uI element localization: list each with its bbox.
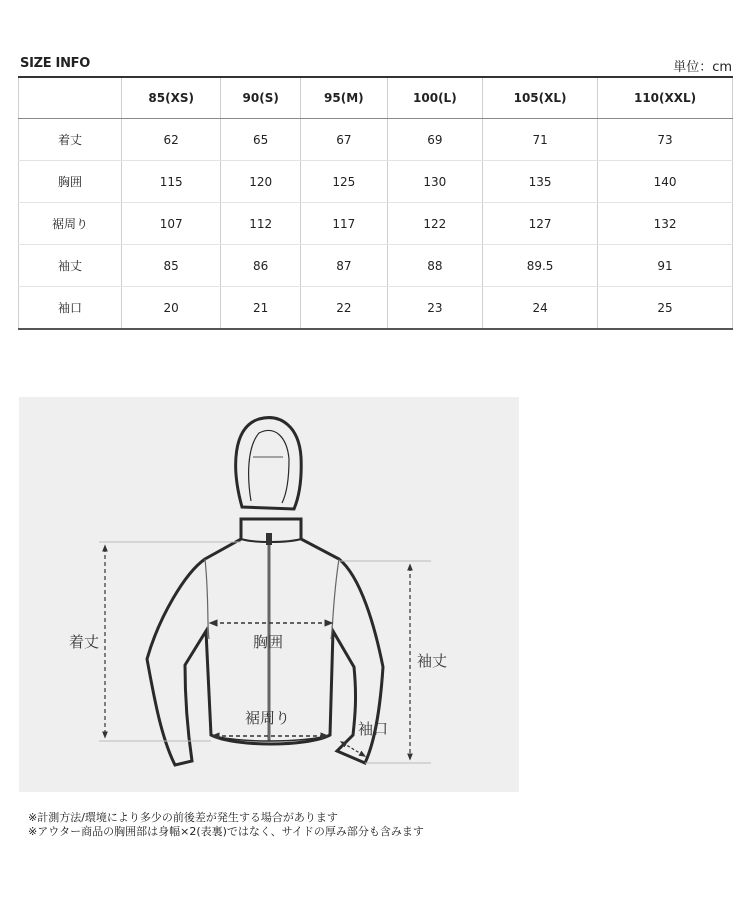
- row-label: 袖口: [19, 287, 122, 330]
- chest-label: 胸囲: [253, 633, 284, 651]
- table-cell: 115: [122, 161, 221, 203]
- table-row: [19, 203, 733, 245]
- table-cell: 117: [301, 203, 388, 245]
- table-cell: 65: [221, 119, 301, 161]
- table-cell: 130: [387, 161, 482, 203]
- table-cell: 20: [122, 287, 221, 330]
- table-cell: 24: [483, 287, 598, 330]
- table-row: [19, 245, 733, 287]
- table-cell: 122: [387, 203, 482, 245]
- table-cell: 125: [301, 161, 388, 203]
- table-cell: 22: [301, 287, 388, 330]
- table-cell: 107: [122, 203, 221, 245]
- note-line: ※計測方法/環境により多少の前後差が発生する場合があります: [28, 811, 338, 824]
- hood-outline: [236, 418, 302, 509]
- zipper-pull: [266, 533, 272, 545]
- table-cell: 127: [483, 203, 598, 245]
- column-header: 95(M): [301, 77, 388, 119]
- note-line: ※アウター商品の胸囲部は身幅×2(表裏)ではなく、サイドの厚み部分も含みます: [28, 825, 424, 838]
- row-label: 着丈: [19, 119, 122, 161]
- row-label: 胸囲: [19, 161, 122, 203]
- table-cell: 85: [122, 245, 221, 287]
- table-cell: 21: [221, 287, 301, 330]
- size-info-header: [20, 54, 732, 76]
- column-header: 100(L): [387, 77, 482, 119]
- hood-inner: [249, 431, 289, 503]
- column-header: 90(S): [221, 77, 301, 119]
- table-cell: 86: [221, 245, 301, 287]
- table-cell: 87: [301, 245, 388, 287]
- table-cell: 73: [598, 119, 733, 161]
- column-header: 110(XXL): [598, 77, 733, 119]
- cuff-label: 袖口: [358, 720, 389, 738]
- table-cell: 88: [387, 245, 482, 287]
- column-header: 105(XL): [483, 77, 598, 119]
- table-cell: 89.5: [483, 245, 598, 287]
- table-cell: 140: [598, 161, 733, 203]
- table-cell: 91: [598, 245, 733, 287]
- table-cell: 112: [221, 203, 301, 245]
- hem-label: 裾周り: [245, 709, 291, 727]
- unit-label: 単位：cm: [673, 60, 732, 75]
- table-cell: 69: [387, 119, 482, 161]
- right-seam: [331, 559, 339, 639]
- jacket-illustration: [19, 397, 519, 792]
- table-cell: 23: [387, 287, 482, 330]
- section-title: SIZE INFO: [20, 56, 90, 71]
- table-cell: 67: [301, 119, 388, 161]
- table-cell: 132: [598, 203, 733, 245]
- table-cell: 135: [483, 161, 598, 203]
- measurement-notes: [28, 811, 424, 839]
- table-row: [19, 287, 733, 330]
- table-row: [19, 119, 733, 161]
- row-label: 裾周り: [19, 203, 122, 245]
- column-header: 85(XS): [122, 77, 221, 119]
- table-cell: 71: [483, 119, 598, 161]
- table-cell: 25: [598, 287, 733, 330]
- size-table: [18, 76, 733, 330]
- length-label: 着丈: [69, 633, 100, 651]
- table-row: [19, 161, 733, 203]
- table-cell: 120: [221, 161, 301, 203]
- table-cell: 62: [122, 119, 221, 161]
- row-label: 袖丈: [19, 245, 122, 287]
- sleeve-length-label: 袖丈: [417, 652, 448, 670]
- table-header-row: [19, 77, 733, 119]
- column-header: [19, 77, 122, 119]
- cuff-dimension-line: [343, 743, 363, 755]
- measurement-diagram: [19, 397, 519, 792]
